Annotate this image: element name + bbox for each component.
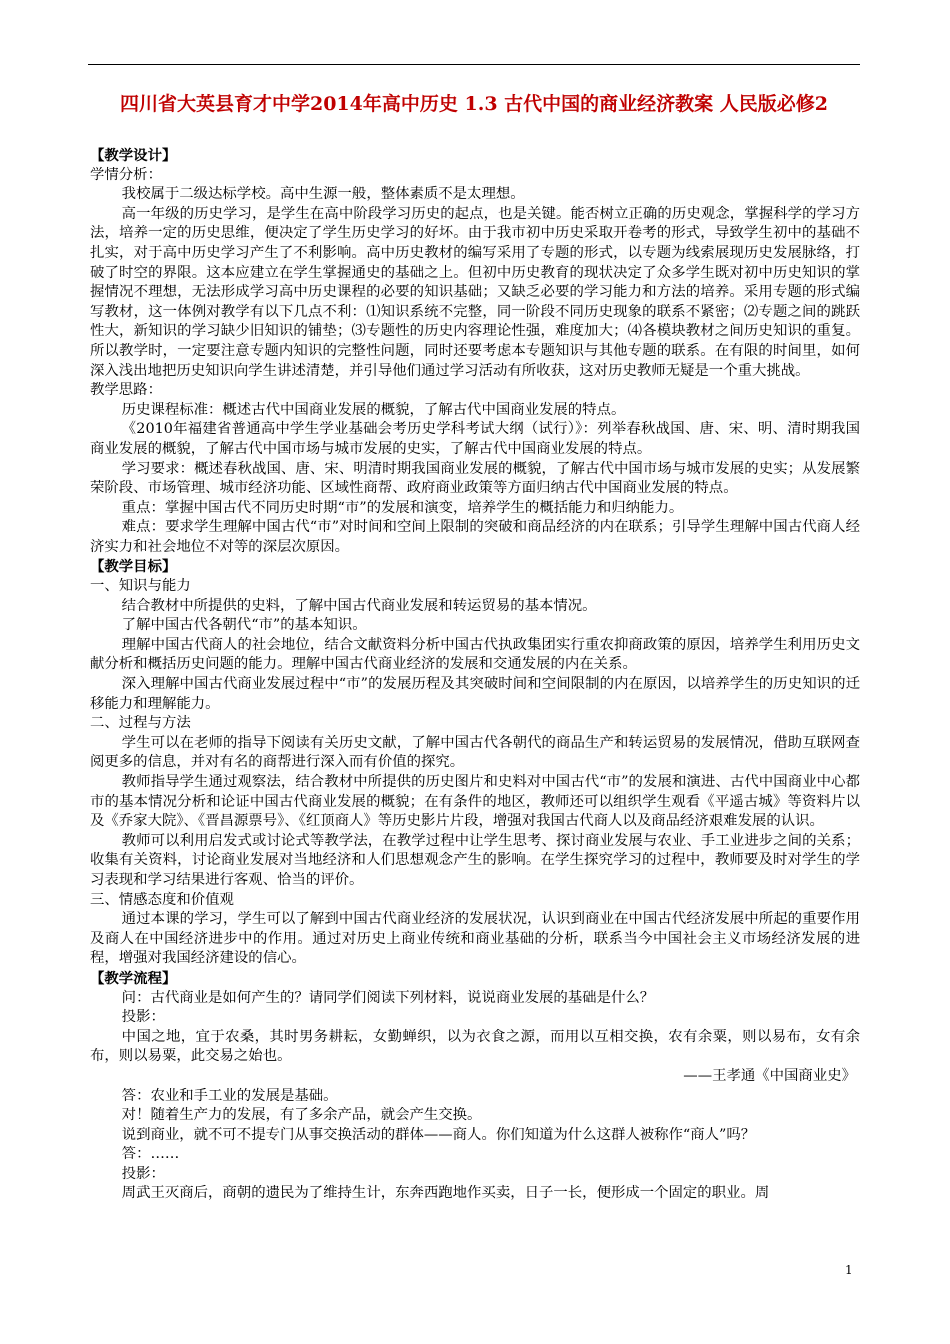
paragraph: 问：古代商业是如何产生的？请同学们阅读下列材料，说说商业发展的基础是什么？	[121, 989, 655, 1006]
paragraph: 教师可以利用启发式或讨论式等教学法，在教学过程中让学生思考、探讨商业发展与农业、手工业进步之间的关系；收集有关资料，讨论商业发展对当地经济和人们思想观念产生的影响。在学生探究学习的过程中，教师要及时对学生的学习表现和学习结果进行客观、恰当的评价。	[90, 832, 860, 888]
paragraph: 了解中国古代各朝代“市”的基本知识。	[121, 617, 367, 634]
paragraph: 理解中国古代商人的社会地位，结合文献资料分析中国古代执政集团实行重农抑商政策的原因，培养学生利用历史文献分析和概括历史问题的能力。理解中国古代商业经济的发展和交通发展的内在关系。	[90, 636, 860, 673]
paragraph: 历史课程标准：概述古代中国商业发展的概貌，了解古代中国商业发展的特点。	[121, 401, 626, 418]
paragraph: 中国之地，宜于农桑，其时男务耕耘，女勤蝉织，以为衣食之源，而用以互相交换，农有余粟，则以易布，女有余布，则以易粟，此交易之始也。	[90, 1028, 860, 1065]
paragraph: 说到商业，就不可不提专门从事交换活动的群体——商人。你们知道为什么这群人被称作“商人”吗？	[121, 1126, 756, 1143]
header-rule	[88, 64, 860, 65]
paragraph: 对！随着生产力的发展，有了多余产品，就会产生交换。	[121, 1107, 482, 1124]
paragraph: 三、情感态度和价值观	[90, 891, 234, 908]
paragraph: 通过本课的学习，学生可以了解到中国古代商业经济的发展状况，认识到商业在中国古代经济发展中所起的重要作用及商人在中国经济进步中的作用。通过对历史上商业传统和商业基础的分析，联系当今中国社会主义市场经济发展的进程，增强对我国经济建设的信心。	[90, 911, 860, 967]
paragraph: 二、过程与方法	[90, 715, 191, 732]
paragraph: 投影：	[121, 1165, 165, 1182]
section-heading: 【教学设计】	[90, 147, 177, 164]
document-title: 四川省大英县育才中学2014年高中历史 1.3 古代中国的商业经济教案 人民版必修2	[119, 93, 828, 115]
paragraph: 学生可以在老师的指导下阅读有关历史文献，了解中国古代各朝代的商品生产和转运贸易的发展情况，借助互联网查阅更多的信息，并对有名的商帮进行深入而有价值的探究。	[90, 734, 860, 771]
paragraph: 《2010年福建省普通高中学生学业基础会考历史学科考试大纲（试行）》：列举春秋战国、唐、宋、明、清时期我国商业发展的概貌，了解古代中国市场与城市发展的史实，了解古代中国商业发展的特点。	[90, 421, 860, 457]
document-body	[90, 146, 860, 1204]
paragraph: 答：农业和手工业的发展是基础。	[121, 1087, 338, 1104]
page-number: 1	[845, 1263, 853, 1277]
paragraph: 我校属于二级达标学校。高中生源一般，整体素质不是太理想。	[121, 186, 525, 203]
paragraph: 学习要求：概述春秋战国、唐、宋、明清时期我国商业发展的概貌，了解古代中国市场与城市发展的史实；从发展繁荣阶段、市场管理、城市经济功能、区域性商帮、政府商业政策等方面归纳古代中国商业发展的特点。	[90, 460, 860, 497]
paragraph: 结合教材中所提供的史料，了解中国古代商业发展和转运贸易的基本情况。	[121, 597, 597, 614]
paragraph: 学情分析：	[90, 166, 162, 183]
paragraph: 答：……	[121, 1146, 180, 1163]
paragraph: 难点：要求学生理解中国古代“市”对时间和空间上限制的突破和商品经济的内在联系；引导学生理解中国古代商人经济实力和社会地位不对等的深层次原因。	[90, 519, 860, 555]
section-heading: 【教学目标】	[90, 558, 177, 576]
paragraph: 重点：掌握中国古代不同历史时期“市”的发展和演变，培养学生的概括能力和归纳能力。	[121, 499, 684, 516]
paragraph: 一、知识与能力	[90, 578, 191, 595]
paragraph: 教学思路：	[90, 382, 162, 399]
paragraph: ——王孝通《中国商业史》	[683, 1067, 856, 1084]
paragraph: 投影：	[121, 1009, 165, 1026]
paragraph: 深入理解中国古代商业发展过程中“市”的发展历程及其突破时间和空间限制的内在原因，以培养学生的历史知识的迁移能力和理解能力。	[90, 676, 860, 712]
paragraph: 周武王灭商后，商朝的遗民为了维持生计，东奔西跑地作买卖，日子一长，便形成一个固定的职业。周	[121, 1185, 770, 1202]
paragraph: 高一年级的历史学习，是学生在高中阶段学习历史的起点，也是关键。能否树立正确的历史观念，掌握科学的学习方法，培养一定的历史思维，便决定了学生历史学习的好坏。由于我市初中历史采取开卷考的形式，导致学生初中的基础不扎实，对于高中历史学习产生了不利影响。高中历史教材的编写采用了专题的形式，以专题为线索展现历史发展脉络，打破了时空的界限。这本应建立在学生掌握通史的基础之上。但初中历史教育的现状决定了众多学生既对初中历史知识的掌握情况不理想，无法形成学习高中历史课程的必要的知识基础；又缺乏必要的学习能力和方法的培养。采用专题的形式编写教材，这一体例对教学有以下几点不利：⑴知识系统不完整，同一阶段不同历史现象的联系不紧密；⑵专题之间的跳跃性大，新知识的学习缺少旧知识的铺垫；⑶专题性的历史内容理论性强，难度加大；⑷各模块教材之间历史知识的重复。所以教学时，一定要注意专题内知识的完整性问题，同时还要考虑本专题知识与其他专题的联系。在有限的时间里，如何深入浅出地把历史知识向学生讲述清楚，并引导他们通过学习活动有所收获，这对历史教师无疑是一个重大挑战。	[90, 205, 860, 379]
section-heading: 【教学流程】	[90, 969, 177, 987]
paragraph: 教师指导学生通过观察法，结合教材中所提供的历史图片和史料对中国古代“市”的发展和演进、古代中国商业中心都市的基本情况分析和论证中国古代商业发展的概貌；在有条件的地区，教师还可以组织学生观看《平遥古城》等资料片以及《乔家大院》、《晋昌源票号》、《红顶商人》等历史影片片段，增强对我国古代商人以及商品经济艰难发展的认识。	[90, 774, 860, 830]
